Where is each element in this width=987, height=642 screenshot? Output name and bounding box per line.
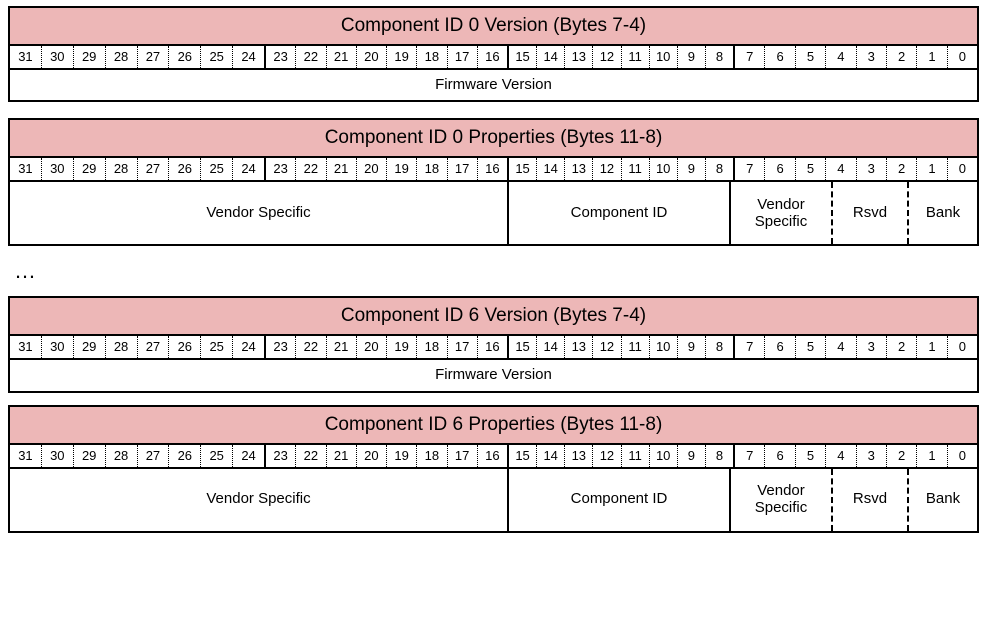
bit-label: 10: [650, 46, 678, 68]
bit-label: 26: [169, 46, 201, 68]
bit-label: 1: [917, 158, 947, 180]
bit-label: 19: [387, 158, 417, 180]
bit-label: 18: [417, 158, 447, 180]
bit-label: 10: [650, 336, 678, 358]
bit-label: 15: [509, 336, 537, 358]
bit-group: [266, 46, 509, 68]
bit-label: 24: [241, 339, 256, 355]
bit-label: 24: [241, 447, 256, 463]
bit-numbering-row: [10, 336, 977, 360]
bit-label: 24: [241, 49, 256, 64]
bit-label: 11: [622, 445, 650, 467]
bit-label: 20: [357, 445, 387, 467]
bit-label: 13: [565, 445, 593, 467]
bit-label: 14: [537, 336, 565, 358]
field-vendor-specific-low: Vendor Specific: [731, 469, 833, 531]
bit-label: 25: [201, 336, 233, 358]
bit-label: 0: [958, 49, 966, 64]
bit-group: [10, 445, 266, 467]
bit-label: 16: [485, 49, 500, 64]
bit-label: 9: [678, 445, 706, 467]
register-block-cid6-properties: [8, 405, 979, 533]
bit-label: 26: [169, 445, 201, 467]
bit-label: 6: [765, 158, 795, 180]
field-firmware-version: Firmware Version: [10, 360, 977, 390]
bit-label: 28: [106, 445, 138, 467]
bit-group: [735, 46, 977, 68]
field-row: [10, 182, 977, 244]
bit-label: 11: [622, 336, 650, 358]
bit-label: 21: [327, 46, 357, 68]
bit-numbering-row: [10, 158, 977, 182]
bit-label: 24: [241, 161, 256, 177]
register-block-cid6-version: [8, 296, 979, 392]
bit-numbering-row: [10, 46, 977, 70]
bit-label: 25: [201, 46, 233, 68]
bit-label: 17: [448, 46, 478, 68]
field-bank: Bank: [909, 182, 977, 244]
bit-label: 7: [735, 46, 765, 68]
bit-group: [735, 445, 977, 467]
bit-label: 19: [387, 46, 417, 68]
bit-group: [509, 46, 735, 68]
bit-label: 13: [565, 46, 593, 68]
bit-label: 23: [266, 46, 296, 68]
bit-label: 5: [796, 336, 826, 358]
bit-label: 7: [735, 336, 765, 358]
bit-label: 23: [266, 336, 296, 358]
register-block-cid0-properties: [8, 118, 979, 246]
bit-label: 0: [958, 447, 966, 463]
bit-label: 30: [42, 445, 74, 467]
bit-label: 21: [327, 336, 357, 358]
bit-label: 16: [485, 447, 500, 463]
field-vendor-specific: Vendor Specific: [10, 469, 509, 531]
bit-label: 17: [448, 445, 478, 467]
bit-label: 28: [106, 336, 138, 358]
field-component-id: Component ID: [509, 182, 731, 244]
bit-label: 3: [857, 158, 887, 180]
bit-label: 12: [593, 336, 621, 358]
bit-label: 3: [857, 336, 887, 358]
bit-label: 27: [138, 445, 170, 467]
bit-label: 2: [887, 46, 917, 68]
bit-label: 22: [296, 336, 326, 358]
register-title: Component ID 0 Properties (Bytes 11-8): [10, 120, 977, 158]
bit-label: 30: [42, 336, 74, 358]
bit-label: 6: [765, 445, 795, 467]
bit-label: 28: [106, 158, 138, 180]
bit-label: 7: [735, 158, 765, 180]
bit-numbering-row: [10, 445, 977, 469]
bit-group: [735, 158, 977, 180]
bit-label: 3: [857, 445, 887, 467]
bit-label: 23: [266, 445, 296, 467]
bit-label: 25: [201, 158, 233, 180]
bit-label: 27: [138, 46, 170, 68]
bit-label: 8: [715, 161, 724, 177]
bit-label: 8: [715, 49, 724, 64]
bit-group: [266, 445, 509, 467]
bit-label: 3: [857, 46, 887, 68]
field-firmware-version: Firmware Version: [10, 70, 977, 100]
bit-label: 19: [387, 336, 417, 358]
bit-label: 12: [593, 445, 621, 467]
bit-label: 26: [169, 336, 201, 358]
bit-label: 2: [887, 336, 917, 358]
register-title: Component ID 0 Version (Bytes 7-4): [10, 8, 977, 46]
register-title: Component ID 6 Properties (Bytes 11-8): [10, 407, 977, 445]
bit-label: 21: [327, 445, 357, 467]
bit-label: 27: [138, 336, 170, 358]
bit-group: [509, 158, 735, 180]
bit-label: 10: [650, 158, 678, 180]
bit-label: 29: [74, 158, 106, 180]
bit-label: 18: [417, 445, 447, 467]
bit-label: 20: [357, 158, 387, 180]
bit-label: 15: [509, 158, 537, 180]
bit-label: 30: [42, 46, 74, 68]
bit-label: 0: [958, 339, 966, 355]
bit-label: 2: [887, 158, 917, 180]
bit-label: 8: [715, 447, 724, 463]
field-vendor-specific: Vendor Specific: [10, 182, 509, 244]
bit-label: 25: [201, 445, 233, 467]
bit-group: [509, 336, 735, 358]
field-row: [10, 70, 977, 100]
bit-label: 31: [10, 46, 42, 68]
bit-label: 22: [296, 445, 326, 467]
bit-label: 13: [565, 158, 593, 180]
bit-label: 5: [796, 46, 826, 68]
register-block-cid0-version: [8, 6, 979, 102]
block-spacer: [8, 393, 979, 405]
bit-group: [509, 445, 735, 467]
bit-label: 17: [448, 158, 478, 180]
bit-label: 6: [765, 46, 795, 68]
bit-label: 12: [593, 158, 621, 180]
bit-label: 1: [917, 336, 947, 358]
bit-group: [10, 46, 266, 68]
bit-label: 16: [485, 339, 500, 355]
bit-group: [10, 336, 266, 358]
bit-label: 17: [448, 336, 478, 358]
bit-label: 11: [622, 46, 650, 68]
bit-label: 7: [735, 445, 765, 467]
bit-label: 20: [357, 46, 387, 68]
bit-label: 9: [678, 336, 706, 358]
bit-label: 29: [74, 445, 106, 467]
bit-label: 8: [715, 339, 724, 355]
ellipsis-separator: …: [14, 258, 39, 284]
bit-label: 22: [296, 46, 326, 68]
field-row: [10, 360, 977, 390]
bit-label: 18: [417, 336, 447, 358]
field-vendor-specific-low: Vendor Specific: [731, 182, 833, 244]
bit-label: 15: [509, 445, 537, 467]
bit-group: [266, 336, 509, 358]
bit-label: 31: [10, 445, 42, 467]
bit-label: 1: [917, 46, 947, 68]
bit-label: 14: [537, 46, 565, 68]
bit-label: 5: [796, 158, 826, 180]
bit-label: 21: [327, 158, 357, 180]
field-row: [10, 469, 977, 531]
bit-group: [10, 158, 266, 180]
field-component-id: Component ID: [509, 469, 731, 531]
bit-label: 20: [357, 336, 387, 358]
bit-label: 31: [10, 158, 42, 180]
bit-label: 14: [537, 158, 565, 180]
bit-label: 9: [678, 46, 706, 68]
bit-label: 15: [509, 46, 537, 68]
bit-label: 1: [917, 445, 947, 467]
bit-label: 0: [958, 161, 966, 177]
bit-label: 19: [387, 445, 417, 467]
bit-label: 28: [106, 46, 138, 68]
bit-label: 31: [10, 336, 42, 358]
bit-label: 5: [796, 445, 826, 467]
bit-label: 29: [74, 46, 106, 68]
bit-label: 11: [622, 158, 650, 180]
bit-label: 6: [765, 336, 795, 358]
bit-label: 4: [826, 445, 856, 467]
bit-label: 12: [593, 46, 621, 68]
bit-label: 10: [650, 445, 678, 467]
field-bank: Bank: [909, 469, 977, 531]
bit-label: 4: [826, 46, 856, 68]
register-title: Component ID 6 Version (Bytes 7-4): [10, 298, 977, 336]
bit-label: 27: [138, 158, 170, 180]
bit-label: 16: [485, 161, 500, 177]
bit-label: 29: [74, 336, 106, 358]
bit-group: [735, 336, 977, 358]
bit-label: 22: [296, 158, 326, 180]
bit-group: [266, 158, 509, 180]
bit-label: 18: [417, 46, 447, 68]
bit-label: 9: [678, 158, 706, 180]
bit-label: 4: [826, 158, 856, 180]
bit-label: 14: [537, 445, 565, 467]
block-spacer: [8, 102, 979, 118]
field-rsvd: Rsvd: [833, 182, 909, 244]
field-rsvd: Rsvd: [833, 469, 909, 531]
bit-label: 2: [887, 445, 917, 467]
bit-label: 13: [565, 336, 593, 358]
bit-label: 4: [826, 336, 856, 358]
bit-label: 23: [266, 158, 296, 180]
bit-label: 26: [169, 158, 201, 180]
bit-label: 30: [42, 158, 74, 180]
